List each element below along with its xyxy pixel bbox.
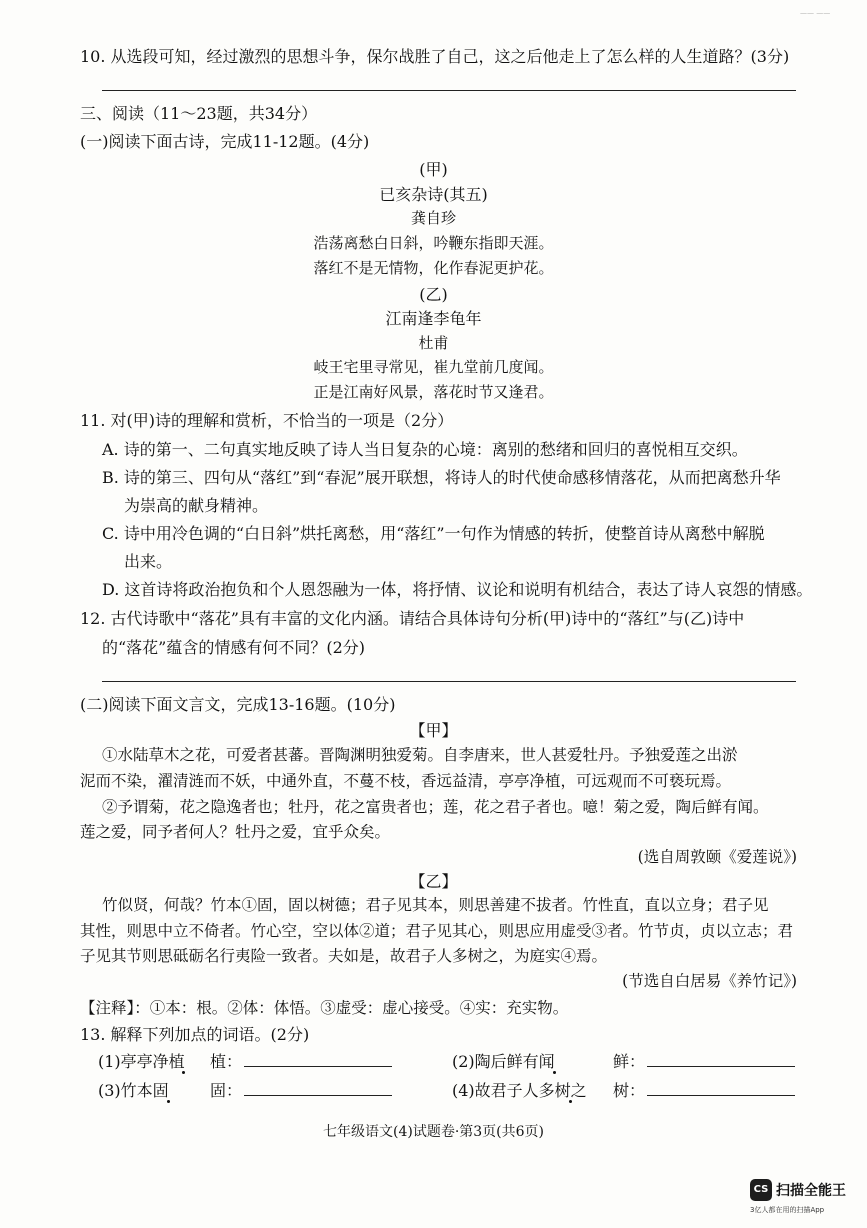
poem-b-line-1: 岐王宅里寻常见，崔九堂前几度闻。 [313,358,554,376]
emphasis-dot-gu [167,1100,170,1103]
q13-item-2-label: 鲜： [613,1052,646,1071]
scanner-tagline: 3亿人都在用的扫描App [750,1206,825,1214]
q13-item-1-blank[interactable] [244,1052,392,1067]
q13-item-3-word [210,1078,392,1101]
page-footer: 七年级语文(4)试题卷·第3页(共6页) [322,1124,545,1140]
poem-a-line-1: 浩荡离愁白日斜，吟鞭东指即天涯。 [313,234,554,252]
q13-item-3-phrase: (3)竹本固 [98,1081,169,1100]
poem-a-title: 已亥杂诗(其五) [379,185,488,204]
question-12-line-1: 12. 古代诗歌中“落花”具有丰富的文化内涵。请结合具体诗句分析(甲)诗中的“落红”与(乙)诗中 [80,609,745,628]
q13-item-2-word [613,1049,795,1072]
answer-line-q10 [102,90,796,91]
text-b-line-1: 竹似贤，何哉？竹本①固，固以树德；君子见其本，则思善建不拔者。竹性直，直以立身；君子见 [102,896,769,914]
text-a-tag: 【甲】 [409,721,458,740]
corner-mark: —— —— [800,9,831,17]
emphasis-dot-shu [569,1100,572,1103]
text-b-tag: 【乙】 [409,872,458,891]
poem-b-author: 杜甫 [418,334,449,352]
q13-item-4-word [613,1078,795,1101]
text-a-source: (选自周敦颐《爱莲说》) [637,848,797,866]
question-11-option-b-line-1: B. 诗的第三、四句从“落红”到“春泥”展开联想，将诗人的时代使命感移情落花，从而把离愁升华 [102,468,781,487]
text-a-para-1-line-1: ①水陆草木之花，可爱者甚蕃。晋陶渊明独爱菊。自李唐来，世人甚爱牡丹。予独爱莲之出淤 [102,746,738,764]
q13-item-2-phrase: (2)陶后鲜有闻 [452,1052,555,1071]
poem-a-author: 龚自珍 [410,209,456,227]
poem-b-tag: (乙) [419,285,448,304]
answer-line-q12 [102,681,796,682]
question-11-option-c-line-1: C. 诗中用冷色调的“白日斜”烘托离愁，用“落红”一句作为情感的转折，使整首诗从离愁中解脱 [102,524,765,543]
text-b-source: (节选自白居易《养竹记》) [622,972,797,990]
emphasis-dot-xian [553,1071,556,1074]
q13-item-3-label: 固： [210,1081,243,1100]
poem-b-line-2: 正是江南好风景，落花时节又逢君。 [313,383,554,401]
part-2-heading: (二)阅读下面文言文，完成13-16题。(10分) [80,695,396,714]
text-b-line-2: 其性，则思中立不倚者。竹心空，空以体②道；君子见其心，则思应用虚受③者。竹节贞，贞以立志；君 [80,922,794,940]
question-13-stem: 13. 解释下列加点的词语。(2分) [80,1025,310,1044]
question-11-stem: 11. 对(甲)诗的理解和赏析，不恰当的一项是（2分） [80,411,454,430]
annotation-notes: 【注释】：①本：根。②体：体悟。③虚受：虚心接受。④实：充实物。 [80,999,569,1017]
poem-b-title: 江南逢李龟年 [385,309,482,328]
poem-a-tag: (甲) [419,160,448,179]
scanner-name: 扫描全能王 [776,1183,846,1199]
q13-item-4-blank[interactable] [647,1081,795,1096]
question-11-option-a: A. 诗的第一、二句真实地反映了诗人当日复杂的心境：离别的愁绪和回归的喜悦相互交织。 [102,440,748,459]
emphasis-dot-zhi [182,1071,185,1074]
text-a-para-2-line-1: ②予谓菊，花之隐逸者也；牡丹，花之富贵者也；莲，花之君子者也。噫！菊之爱，陶后鲜有闻。 [102,798,769,816]
q13-item-1-word [210,1049,392,1072]
question-11-option-b-line-2: 为崇高的献身精神。 [124,496,269,515]
poem-a-line-2: 落红不是无情物，化作春泥更护花。 [313,259,554,277]
q13-item-1-label: 植： [210,1052,243,1071]
question-12-line-2: 的“落花”蕴含的情感有何不同？(2分) [102,638,366,657]
part-1-heading: (一)阅读下面古诗，完成11-12题。(4分) [80,132,370,151]
q13-item-1-phrase: (1)亭亭净植 [98,1052,185,1071]
q13-item-4-phrase: (4)故君子人多树之 [452,1081,587,1100]
question-11-option-d: D. 这首诗将政治抱负和个人恩怨融为一体，将抒情、议论和说明有机结合，表达了诗人哀怨的情感。 [102,580,813,599]
q13-item-3-blank[interactable] [244,1081,392,1096]
scanner-logo-icon: CS [750,1179,772,1201]
section-3-heading: 三、阅读（11～23题，共34分） [80,104,318,123]
question-11-option-c-line-2: 出来。 [124,552,173,571]
q13-item-2-blank[interactable] [647,1052,795,1067]
question-10: 10. 从选段可知，经过激烈的思想斗争，保尔战胜了自己，这之后他走上了怎么样的人生道路？(3分) [80,47,790,66]
text-a-para-2-line-2: 莲之爱，同予者何人？牡丹之爱，宜乎众矣。 [80,823,391,841]
text-a-para-1-line-2: 泥而不染，濯清涟而不妖，中通外直，不蔓不枝，香远益清，亭亭净植，可远观而不可亵玩焉。 [80,772,732,790]
q13-item-4-label: 树： [613,1081,646,1100]
text-b-line-3: 子见其节则思砥砺名行夷险一致者。夫如是，故君子人多树之，为庭实④焉。 [80,947,608,965]
